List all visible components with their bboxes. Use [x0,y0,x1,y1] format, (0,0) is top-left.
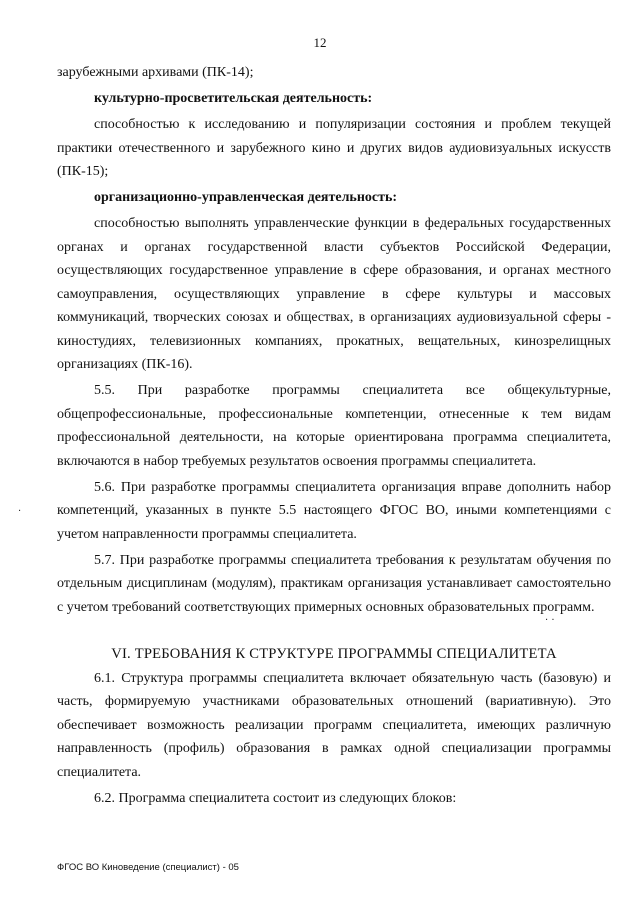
section-heading-vi: VI. ТРЕБОВАНИЯ К СТРУКТУРЕ ПРОГРАММЫ СПЕЦИАЛИТЕТА [111,646,557,662]
paragraph-5-6: 5.6. При разработке программы специалитета организация вправе дополнить набор компетенций, указанных в пункте 5.5 настоящего ФГОС ВО, иными компетенциями с учетом направленности программы специалитета. [57,479,611,542]
paragraph-pk15: способностью к исследованию и популяризации состояния и проблем текущей практики отечественного и зарубежного кино и других видов аудиовизуальных искусств (ПК-15); [57,117,611,179]
page-footer: ФГОС ВО Киноведение (специалист) - 05 [57,862,239,873]
paragraph-6-1: 6.1. Структура программы специалитета включает обязательную часть (базовую) и часть, формируемую участниками образовательных отношений (вариативную). Это обеспечивает возможность реализации программ специалитета, имеющих различную направленность (профиль) образования в рамках одной специализации программы специалитета. [57,670,611,780]
heading-cultural-educational: культурно-просветительская деятельность: [94,91,373,106]
paragraph-pk14-tail: зарубежными архивами (ПК-14); [57,65,254,80]
scan-speck: · [18,506,22,517]
paragraph-5-5: 5.5. При разработке программы специалитета все общекультурные, общепрофессиональные, профессиональные компетенции, отнесенные к тем видам профессиональной деятельности, на которые ориентирована программа специалитета, включаются в набор требуемых результатов освоения программы специалитета. [57,383,611,469]
heading-organizational-managerial: организационно-управленческая деятельность: [94,190,398,205]
scan-speck: · · [545,615,555,626]
paragraph-pk16: способностью выполнять управленческие функции в федеральных государственных органах и органах государственной власти субъектов Российской Федерации, осуществляющих государственное управление в сфере образования, и органах местного самоуправления, осуществляющих управление в сфере культуры и массовых коммуникаций, творческих союзах и обществах, в организациях аудиовизуальной сферы - киностудиях, телевизионных компаниях, прокатных, вещательных, кинозрелищных организациях (ПК-16). [57,216,611,372]
page-number: 12 [313,35,327,50]
paragraph-5-7: 5.7. При разработке программы специалитета требования к результатам обучения по отдельным дисциплинам (модулям), практикам организация устанавливает самостоятельно с учетом требований соответствующих примерных основных образовательных программ. [57,552,611,615]
document-body [57,61,611,813]
paragraph-6-2: 6.2. Программа специалитета состоит из следующих блоков: [94,790,457,806]
